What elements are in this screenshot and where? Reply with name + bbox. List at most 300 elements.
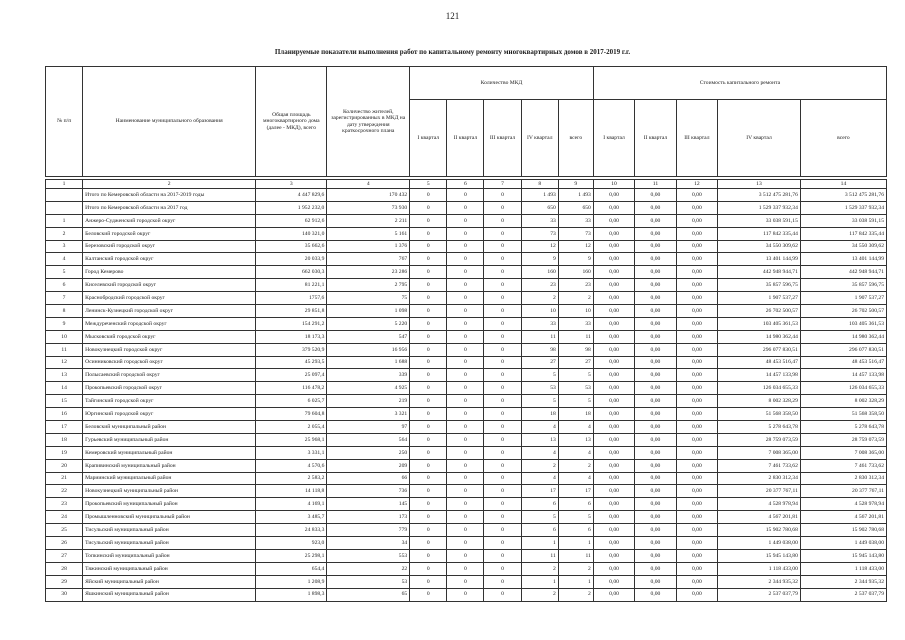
table-row <box>46 292 887 305</box>
mkd-q4: 650 <box>521 201 558 214</box>
cost-q1: 0,00 <box>593 485 634 498</box>
cost-total: 5 278 643,78 <box>800 421 886 434</box>
mkd-q3: 0 <box>484 343 521 356</box>
cost-total: 20 377 767,11 <box>800 485 886 498</box>
total-area: 3 331,1 <box>256 446 327 459</box>
cost-q1: 0,00 <box>593 433 634 446</box>
municipality-name: Анжеро-Судженский городской округ <box>83 214 256 227</box>
cost-q2: 0,00 <box>635 279 676 292</box>
cost-q3: 0,00 <box>676 369 717 382</box>
cost-total: 1 449 038,00 <box>800 537 886 550</box>
mkd-total: 9 <box>558 253 593 266</box>
cost-q2: 0,00 <box>635 214 676 227</box>
row-number <box>46 189 83 202</box>
total-area: 379 520,9 <box>256 343 327 356</box>
cost-total: 7 008 365,00 <box>800 446 886 459</box>
cost-total: 2 537 037,79 <box>800 588 886 601</box>
municipality-name: Краснобродский городской округ <box>83 292 256 305</box>
row-number: 14 <box>46 382 83 395</box>
cost-q3: 0,00 <box>676 330 717 343</box>
row-number: 13 <box>46 369 83 382</box>
repair-plan-table <box>45 66 887 602</box>
residents-count: 170 432 <box>327 189 410 202</box>
row-number: 5 <box>46 266 83 279</box>
cost-q1: 0,00 <box>593 330 634 343</box>
cost-q4: 7 008 365,00 <box>718 446 801 459</box>
mkd-q2: 0 <box>447 549 484 562</box>
mkd-q3: 0 <box>484 201 521 214</box>
cost-q1: 0,00 <box>593 524 634 537</box>
total-area: 25 097,4 <box>256 369 327 382</box>
mkd-q2: 0 <box>447 330 484 343</box>
mkd-q2: 0 <box>447 395 484 408</box>
cost-total: 296 077 830,51 <box>800 343 886 356</box>
municipality-name: Мариинский муниципальный район <box>83 472 256 485</box>
table-row <box>46 485 887 498</box>
cost-q2: 0,00 <box>635 549 676 562</box>
column-number: 9 <box>558 180 593 189</box>
table-row <box>46 201 887 214</box>
mkd-q4: 2 <box>521 292 558 305</box>
cost-q4: 35 857 596,75 <box>718 279 801 292</box>
municipality-name: Беловский муниципальный район <box>83 421 256 434</box>
column-number: 7 <box>484 180 521 189</box>
cost-q2: 0,00 <box>635 201 676 214</box>
header-cost-q4: IV квартал <box>718 100 801 177</box>
total-area: 81 221,1 <box>256 279 327 292</box>
cost-q1: 0,00 <box>593 382 634 395</box>
header-cost-q2: II квартал <box>635 100 676 177</box>
row-number: 7 <box>46 292 83 305</box>
total-area: 18 173,3 <box>256 330 327 343</box>
mkd-q1: 0 <box>410 201 447 214</box>
header-mkd-q2: II квартал <box>447 100 484 177</box>
cost-q4: 1 907 537,27 <box>718 292 801 305</box>
mkd-q2: 0 <box>447 189 484 202</box>
table-row <box>46 189 887 202</box>
cost-q1: 0,00 <box>593 279 634 292</box>
cost-q2: 0,00 <box>635 537 676 550</box>
mkd-q1: 0 <box>410 305 447 318</box>
cost-q1: 0,00 <box>593 214 634 227</box>
cost-q2: 0,00 <box>635 317 676 330</box>
cost-q3: 0,00 <box>676 279 717 292</box>
cost-q3: 0,00 <box>676 575 717 588</box>
mkd-q1: 0 <box>410 446 447 459</box>
cost-q4: 14 980 362,44 <box>718 330 801 343</box>
mkd-q3: 0 <box>484 408 521 421</box>
municipality-name: Юргинский городской округ <box>83 408 256 421</box>
column-number: 1 <box>46 180 83 189</box>
mkd-q2: 0 <box>447 253 484 266</box>
mkd-q4: 4 <box>521 421 558 434</box>
mkd-q2: 0 <box>447 498 484 511</box>
municipality-name: Новокузнецкий городской округ <box>83 343 256 356</box>
residents-count: 779 <box>327 524 410 537</box>
mkd-q1: 0 <box>410 524 447 537</box>
column-number: 6 <box>447 180 484 189</box>
mkd-q2: 0 <box>447 305 484 318</box>
mkd-q3: 0 <box>484 279 521 292</box>
cost-q4: 1 529 337 932,34 <box>718 201 801 214</box>
residents-count: 75 <box>327 292 410 305</box>
cost-q3: 0,00 <box>676 356 717 369</box>
residents-count: 5 220 <box>327 317 410 330</box>
residents-count: 173 <box>327 511 410 524</box>
cost-q4: 3 512 475 281,76 <box>718 189 801 202</box>
row-number: 20 <box>46 459 83 472</box>
mkd-q1: 0 <box>410 317 447 330</box>
row-number: 12 <box>46 356 83 369</box>
mkd-q3: 0 <box>484 498 521 511</box>
total-area: 45 293,5 <box>256 356 327 369</box>
row-number: 8 <box>46 305 83 318</box>
cost-q2: 0,00 <box>635 305 676 318</box>
row-number: 10 <box>46 330 83 343</box>
mkd-q1: 0 <box>410 369 447 382</box>
residents-count: 767 <box>327 253 410 266</box>
residents-count: 1 098 <box>327 305 410 318</box>
mkd-q3: 0 <box>484 421 521 434</box>
cost-q3: 0,00 <box>676 382 717 395</box>
mkd-total: 5 <box>558 395 593 408</box>
cost-q1: 0,00 <box>593 356 634 369</box>
mkd-q4: 5 <box>521 511 558 524</box>
mkd-q1: 0 <box>410 240 447 253</box>
mkd-q4: 5 <box>521 395 558 408</box>
cost-total: 14 457 133,98 <box>800 369 886 382</box>
cost-q1: 0,00 <box>593 537 634 550</box>
residents-count: 73 930 <box>327 201 410 214</box>
table-row <box>46 253 887 266</box>
mkd-total: 4 <box>558 472 593 485</box>
mkd-q2: 0 <box>447 382 484 395</box>
residents-count: 339 <box>327 369 410 382</box>
cost-total: 3 512 475 281,76 <box>800 189 886 202</box>
cost-q1: 0,00 <box>593 369 634 382</box>
cost-q4: 20 377 767,11 <box>718 485 801 498</box>
cost-q4: 5 278 643,78 <box>718 421 801 434</box>
cost-q3: 0,00 <box>676 459 717 472</box>
total-area: 4 447 829,6 <box>256 189 327 202</box>
header-cost-total: всего <box>800 100 886 177</box>
table-row <box>46 227 887 240</box>
mkd-q4: 5 <box>521 369 558 382</box>
mkd-q3: 0 <box>484 369 521 382</box>
cost-q2: 0,00 <box>635 524 676 537</box>
cost-q2: 0,00 <box>635 408 676 421</box>
mkd-q3: 0 <box>484 395 521 408</box>
mkd-q1: 0 <box>410 279 447 292</box>
municipality-name: Мысковский городской округ <box>83 330 256 343</box>
mkd-total: 11 <box>558 549 593 562</box>
residents-count: 23 286 <box>327 266 410 279</box>
table-row <box>46 382 887 395</box>
column-number: 3 <box>256 180 327 189</box>
cost-q3: 0,00 <box>676 305 717 318</box>
cost-total: 15 945 143,80 <box>800 549 886 562</box>
header-cost-q3: III квартал <box>676 100 717 177</box>
table-row <box>46 588 887 601</box>
cost-q3: 0,00 <box>676 266 717 279</box>
column-number: 12 <box>676 180 717 189</box>
cost-total: 35 857 596,75 <box>800 279 886 292</box>
municipality-name: Ленинск-Кузнецкий городской округ <box>83 305 256 318</box>
cost-q3: 0,00 <box>676 395 717 408</box>
mkd-q4: 23 <box>521 279 558 292</box>
cost-q3: 0,00 <box>676 214 717 227</box>
cost-q4: 8 002 328,29 <box>718 395 801 408</box>
residents-count: 34 <box>327 537 410 550</box>
table-row <box>46 537 887 550</box>
cost-q4: 48 453 516,47 <box>718 356 801 369</box>
cost-q4: 28 759 073,59 <box>718 433 801 446</box>
mkd-q1: 0 <box>410 511 447 524</box>
mkd-total: 2 <box>558 588 593 601</box>
mkd-q3: 0 <box>484 562 521 575</box>
mkd-q3: 0 <box>484 240 521 253</box>
municipality-name: Беловский городской округ <box>83 227 256 240</box>
mkd-q4: 33 <box>521 317 558 330</box>
cost-total: 51 568 358,50 <box>800 408 886 421</box>
cost-total: 2 830 312,34 <box>800 472 886 485</box>
mkd-q4: 18 <box>521 408 558 421</box>
mkd-q3: 0 <box>484 446 521 459</box>
cost-q3: 0,00 <box>676 408 717 421</box>
cost-q3: 0,00 <box>676 524 717 537</box>
header-mkd-q3: III квартал <box>484 100 521 177</box>
total-area: 14 118,8 <box>256 485 327 498</box>
mkd-total: 13 <box>558 433 593 446</box>
cost-q4: 7 461 733,62 <box>718 459 801 472</box>
residents-count: 2 795 <box>327 279 410 292</box>
mkd-q2: 0 <box>447 459 484 472</box>
municipality-name: Прокопьевский муниципальный район <box>83 498 256 511</box>
residents-count: 547 <box>327 330 410 343</box>
mkd-q4: 33 <box>521 214 558 227</box>
row-number: 19 <box>46 446 83 459</box>
mkd-q4: 12 <box>521 240 558 253</box>
cost-q3: 0,00 <box>676 511 717 524</box>
mkd-q3: 0 <box>484 356 521 369</box>
mkd-q1: 0 <box>410 292 447 305</box>
municipality-name: Город Кемерово <box>83 266 256 279</box>
cost-q1: 0,00 <box>593 549 634 562</box>
mkd-q3: 0 <box>484 472 521 485</box>
mkd-q4: 17 <box>521 485 558 498</box>
header-residents: Количество жителей, зарегистрированных в МКД на дату утверждения краткосрочного плана <box>327 67 410 177</box>
total-area: 662 030,3 <box>256 266 327 279</box>
cost-q1: 0,00 <box>593 343 634 356</box>
mkd-total: 4 <box>558 446 593 459</box>
cost-q3: 0,00 <box>676 498 717 511</box>
mkd-q1: 0 <box>410 472 447 485</box>
mkd-q2: 0 <box>447 524 484 537</box>
column-number: 11 <box>635 180 676 189</box>
mkd-q4: 6 <box>521 524 558 537</box>
total-area: 25 968,1 <box>256 433 327 446</box>
table-row <box>46 446 887 459</box>
table-row <box>46 575 887 588</box>
table-row <box>46 266 887 279</box>
cost-q4: 4 528 978,94 <box>718 498 801 511</box>
row-number: 1 <box>46 214 83 227</box>
total-area: 4 570,6 <box>256 459 327 472</box>
cost-q1: 0,00 <box>593 498 634 511</box>
mkd-q2: 0 <box>447 511 484 524</box>
residents-count: 66 <box>327 472 410 485</box>
mkd-q4: 53 <box>521 382 558 395</box>
table-row <box>46 511 887 524</box>
mkd-q1: 0 <box>410 588 447 601</box>
municipality-name: Кемеровский муниципальный район <box>83 446 256 459</box>
municipality-name: Тяжинский муниципальный район <box>83 562 256 575</box>
cost-q1: 0,00 <box>593 240 634 253</box>
cost-total: 28 759 073,59 <box>800 433 886 446</box>
cost-q1: 0,00 <box>593 305 634 318</box>
municipality-name: Калтанский городской округ <box>83 253 256 266</box>
row-number: 28 <box>46 562 83 575</box>
mkd-q3: 0 <box>484 588 521 601</box>
mkd-total: 1 <box>558 575 593 588</box>
residents-count: 564 <box>327 433 410 446</box>
cost-total: 14 980 362,44 <box>800 330 886 343</box>
cost-q1: 0,00 <box>593 253 634 266</box>
cost-q3: 0,00 <box>676 472 717 485</box>
column-number: 5 <box>410 180 447 189</box>
row-number: 25 <box>46 524 83 537</box>
row-number: 18 <box>46 433 83 446</box>
cost-total: 13 401 144,99 <box>800 253 886 266</box>
mkd-q2: 0 <box>447 343 484 356</box>
table-row <box>46 472 887 485</box>
mkd-q2: 0 <box>447 421 484 434</box>
table-row <box>46 356 887 369</box>
mkd-total: 11 <box>558 330 593 343</box>
cost-q1: 0,00 <box>593 189 634 202</box>
mkd-q3: 0 <box>484 266 521 279</box>
cost-total: 1 907 537,27 <box>800 292 886 305</box>
table-row <box>46 562 887 575</box>
total-area: 116 478,2 <box>256 382 327 395</box>
mkd-q1: 0 <box>410 421 447 434</box>
table-row <box>46 524 887 537</box>
mkd-q3: 0 <box>484 524 521 537</box>
residents-count: 3 321 <box>327 408 410 421</box>
mkd-q2: 0 <box>447 369 484 382</box>
cost-q4: 15 902 780,68 <box>718 524 801 537</box>
total-area: 2 583,2 <box>256 472 327 485</box>
cost-q2: 0,00 <box>635 382 676 395</box>
residents-count: 4 925 <box>327 382 410 395</box>
mkd-q1: 0 <box>410 549 447 562</box>
header-cost-q1: I квартал <box>593 100 634 177</box>
mkd-total: 160 <box>558 266 593 279</box>
mkd-q4: 2 <box>521 562 558 575</box>
table-row <box>46 459 887 472</box>
mkd-q2: 0 <box>447 575 484 588</box>
mkd-total: 17 <box>558 485 593 498</box>
mkd-q4: 73 <box>521 227 558 240</box>
total-area: 62 912,6 <box>256 214 327 227</box>
cost-q2: 0,00 <box>635 343 676 356</box>
municipality-name: Березовский городской округ <box>83 240 256 253</box>
cost-q4: 1 449 038,00 <box>718 537 801 550</box>
municipality-name: Тисульский муниципальный район <box>83 537 256 550</box>
cost-q3: 0,00 <box>676 446 717 459</box>
cost-q3: 0,00 <box>676 537 717 550</box>
cost-q2: 0,00 <box>635 485 676 498</box>
column-number: 13 <box>718 180 801 189</box>
mkd-q4: 10 <box>521 305 558 318</box>
cost-q2: 0,00 <box>635 369 676 382</box>
municipality-name: Междуреченский городской округ <box>83 317 256 330</box>
cost-q3: 0,00 <box>676 588 717 601</box>
total-area: 3 485,7 <box>256 511 327 524</box>
mkd-q4: 9 <box>521 253 558 266</box>
cost-q4: 126 034 655,33 <box>718 382 801 395</box>
total-area: 1 208,9 <box>256 575 327 588</box>
mkd-q2: 0 <box>447 279 484 292</box>
mkd-q4: 1 <box>521 575 558 588</box>
mkd-total: 53 <box>558 382 593 395</box>
cost-q4: 2 830 312,34 <box>718 472 801 485</box>
table-row <box>46 240 887 253</box>
mkd-total: 27 <box>558 356 593 369</box>
municipality-name: Яшкинский муниципальный район <box>83 588 256 601</box>
table-row <box>46 343 887 356</box>
cost-q1: 0,00 <box>593 588 634 601</box>
total-area: 6 025,7 <box>256 395 327 408</box>
cost-q4: 34 550 309,62 <box>718 240 801 253</box>
mkd-q3: 0 <box>484 575 521 588</box>
mkd-q1: 0 <box>410 537 447 550</box>
cost-q4: 15 945 143,80 <box>718 549 801 562</box>
total-area: 35 662,6 <box>256 240 327 253</box>
mkd-q4: 2 <box>521 588 558 601</box>
residents-count: 209 <box>327 459 410 472</box>
cost-q2: 0,00 <box>635 511 676 524</box>
mkd-q1: 0 <box>410 227 447 240</box>
cost-q2: 0,00 <box>635 588 676 601</box>
row-number <box>46 201 83 214</box>
mkd-q3: 0 <box>484 459 521 472</box>
cost-q1: 0,00 <box>593 472 634 485</box>
mkd-q4: 27 <box>521 356 558 369</box>
header-area: Общая площадь многоквартирного дома (далее - МКД), всего <box>256 67 327 177</box>
table-row <box>46 408 887 421</box>
cost-total: 15 902 780,68 <box>800 524 886 537</box>
row-number: 23 <box>46 498 83 511</box>
cost-q4: 1 118 433,00 <box>718 562 801 575</box>
mkd-q2: 0 <box>447 317 484 330</box>
table-row <box>46 305 887 318</box>
cost-q3: 0,00 <box>676 189 717 202</box>
mkd-total: 2 <box>558 562 593 575</box>
cost-q3: 0,00 <box>676 227 717 240</box>
total-area: 154 291,2 <box>256 317 327 330</box>
row-number: 24 <box>46 511 83 524</box>
cost-q2: 0,00 <box>635 292 676 305</box>
header-mkd-q4: IV квартал <box>521 100 558 177</box>
column-numbers-row <box>46 180 887 189</box>
mkd-total: 5 <box>558 511 593 524</box>
mkd-total: 98 <box>558 343 593 356</box>
cost-q2: 0,00 <box>635 266 676 279</box>
cost-total: 1 529 337 932,34 <box>800 201 886 214</box>
cost-total: 26 702 500,57 <box>800 305 886 318</box>
total-area: 1757,6 <box>256 292 327 305</box>
